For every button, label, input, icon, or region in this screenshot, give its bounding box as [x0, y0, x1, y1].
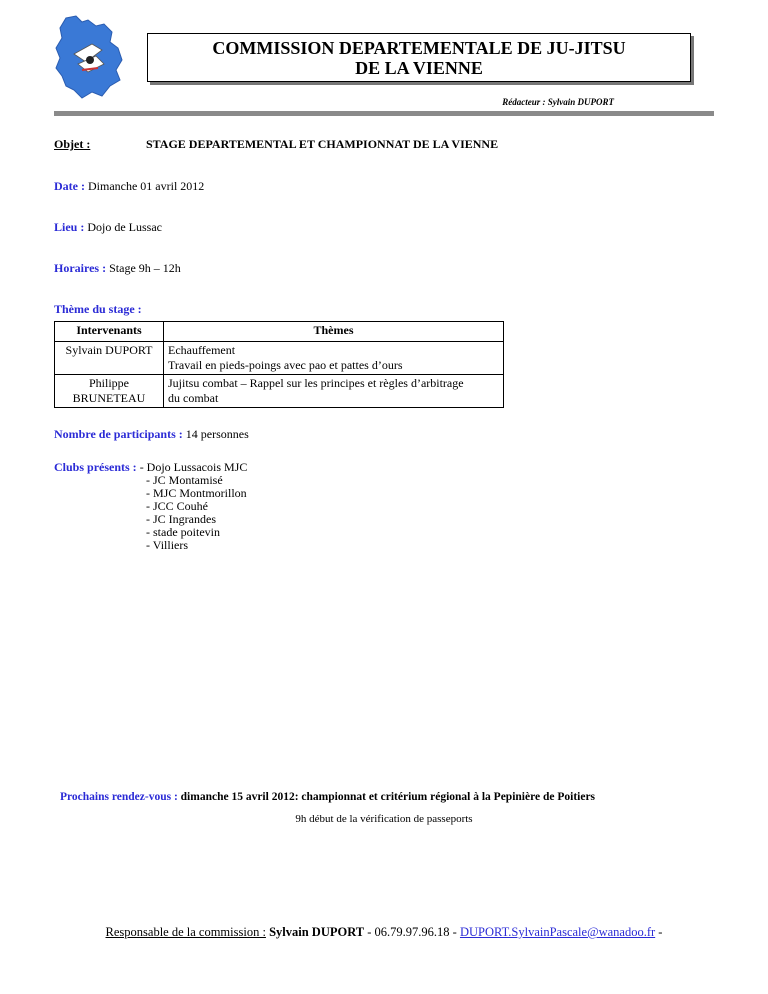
footer	[0, 925, 768, 940]
footer-trail: -	[655, 925, 663, 939]
horaires-value: Stage 9h – 12h	[109, 261, 181, 275]
theme-line: Travail en pieds-poings avec pao et pattes d’ours	[168, 358, 403, 372]
club-item: - JC Ingrandes	[146, 512, 216, 526]
lieu-label: Lieu :	[54, 220, 85, 234]
club-item: - JC Montamisé	[146, 473, 223, 487]
footer-name: Sylvain DUPORT	[269, 925, 365, 939]
header-themes: Thèmes	[164, 322, 504, 342]
date-label: Date :	[54, 179, 85, 193]
department-logo	[52, 14, 130, 100]
club-item: - Villiers	[146, 538, 189, 552]
intervenant-cell	[55, 375, 164, 408]
participants-value: 14 personnes	[185, 427, 249, 441]
intervenant-name: Sylvain DUPORT	[65, 343, 153, 357]
next-value: dimanche 15 avril 2012: championnat et critérium régional à la Pepinière de Poitiers	[180, 791, 596, 803]
table-header-row	[55, 322, 504, 342]
date-value: Dimanche 01 avril 2012	[87, 179, 205, 193]
redacteur: Rédacteur : Sylvain DUPORT	[502, 97, 614, 107]
footer-phone: - 06.79.97.96.18 -	[364, 925, 460, 939]
themes-table	[54, 321, 504, 408]
lieu-value: Dojo de Lussac	[87, 220, 162, 234]
header-intervenants: Intervenants	[55, 322, 164, 342]
intervenant-name: Philippe	[88, 376, 129, 390]
lieu-line	[54, 220, 162, 235]
table-row	[55, 375, 504, 408]
next-sub: 9h début de la vérification de passeports	[295, 813, 473, 825]
participants-label: Nombre de participants :	[54, 427, 183, 441]
club-item: - stade poitevin	[146, 525, 220, 539]
clubs-list	[146, 474, 247, 552]
theme-label: Thème du stage :	[54, 302, 142, 316]
club-item: - Dojo Lussacois MJC	[139, 460, 248, 474]
theme-cell	[164, 342, 504, 375]
footer-label: Responsable de la commission :	[105, 925, 266, 939]
theme-cell	[164, 375, 504, 408]
table-row	[55, 342, 504, 375]
theme-line: du combat	[168, 391, 219, 405]
vienne-map-icon	[52, 14, 130, 100]
horaires-line	[54, 261, 181, 276]
next-events	[60, 791, 595, 803]
objet-label: Objet :	[54, 137, 91, 151]
intervenant-name: BRUNETEAU	[72, 391, 146, 405]
date-line	[54, 179, 204, 194]
title-line-2: DE LA VIENNE	[355, 58, 483, 78]
clubs-label: Clubs présents :	[54, 460, 137, 474]
header-divider	[54, 111, 714, 116]
objet-text: STAGE DEPARTEMENTAL ET CHAMPIONNAT DE LA VIENNE	[146, 137, 499, 151]
club-item: - MJC Montmorillon	[146, 486, 247, 500]
horaires-label: Horaires :	[54, 261, 107, 275]
intervenant-cell	[55, 342, 164, 375]
next-label: Prochains rendez-vous :	[60, 791, 178, 803]
theme-line: Echauffement	[168, 343, 236, 357]
club-item: - JCC Couhé	[146, 499, 209, 513]
title-line-1: COMMISSION DEPARTEMENTALE DE JU-JITSU	[212, 38, 626, 58]
footer-email-link[interactable]: DUPORT.SylvainPascale@wanadoo.fr	[459, 925, 656, 939]
participants-line	[54, 427, 249, 442]
theme-line: Jujitsu combat – Rappel sur les principes et règles d’arbitrage	[168, 376, 464, 390]
document-title	[147, 33, 691, 82]
